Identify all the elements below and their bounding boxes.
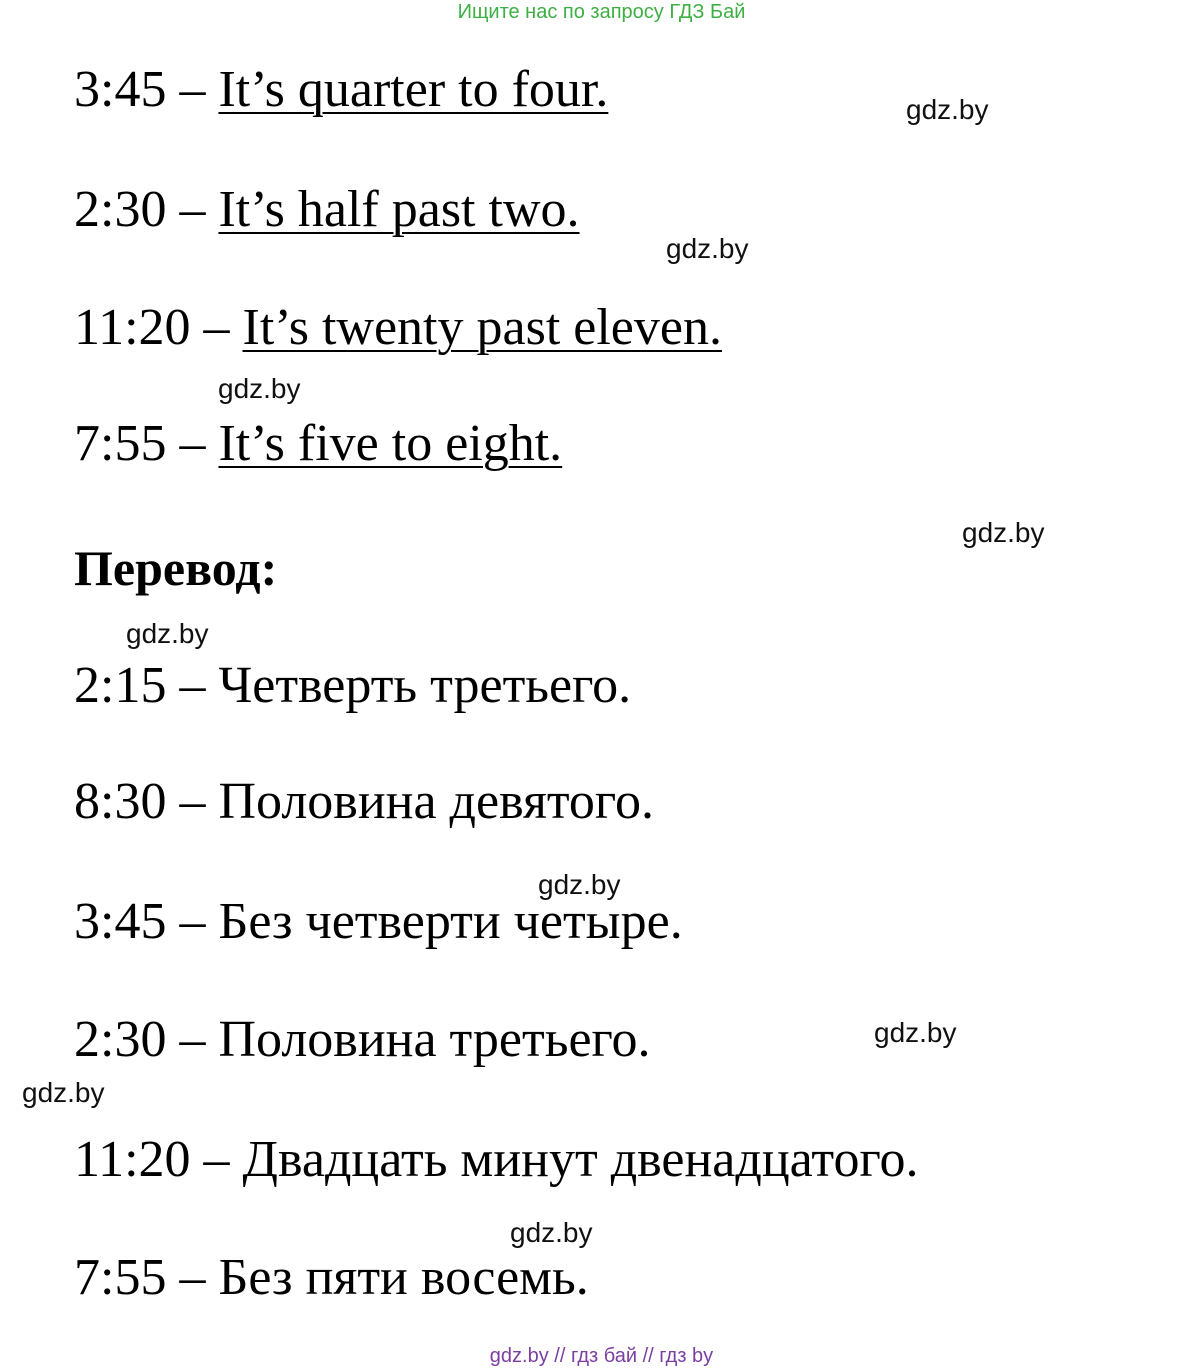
translation-time: 8:30 — [74, 773, 167, 830]
watermark: gdz.by — [126, 618, 209, 649]
answer-text: It’s five to eight. — [218, 415, 563, 472]
watermark: gdz.by — [218, 373, 301, 404]
answer-time: 3:45 — [74, 61, 167, 118]
translation-text: Половина девятого. — [218, 773, 654, 830]
translation-time: 3:45 — [74, 893, 167, 950]
watermark: gdz.by — [962, 517, 1045, 548]
answer-dash: – — [166, 181, 219, 238]
watermark: gdz.by — [510, 1217, 593, 1248]
answer-text: It’s twenty past eleven. — [242, 299, 722, 356]
translation-dash: – — [166, 893, 219, 950]
translation-text: Без пяти восемь. — [218, 1249, 589, 1306]
translation-text: Четверть третьего. — [218, 657, 632, 714]
answer-time: 7:55 — [74, 415, 167, 472]
answer-text: It’s quarter to four. — [218, 61, 609, 118]
answer-text: It’s half past two. — [218, 181, 580, 238]
translation-dash: – — [190, 1131, 243, 1188]
answer-line-1 — [74, 60, 608, 120]
translation-time: 7:55 — [74, 1249, 167, 1306]
translation-dash: – — [166, 1249, 219, 1306]
answer-time: 11:20 — [74, 299, 191, 356]
translation-dash: – — [166, 657, 219, 714]
translation-heading: Перевод: — [74, 540, 278, 596]
watermark: gdz.by — [874, 1017, 957, 1048]
search-hint-banner: Ищите нас по запросу ГДЗ Бай — [457, 1, 746, 23]
translation-dash: – — [166, 773, 219, 830]
answer-time: 2:30 — [74, 181, 167, 238]
translation-text: Двадцать минут двенадцатого. — [242, 1131, 919, 1188]
translation-dash: – — [166, 1011, 219, 1068]
watermark: gdz.by — [906, 94, 989, 125]
translation-line-6 — [74, 1248, 589, 1308]
translation-time: 2:30 — [74, 1011, 167, 1068]
translation-time: 2:15 — [74, 657, 167, 714]
watermark: gdz.by — [538, 869, 621, 900]
translation-time: 11:20 — [74, 1131, 191, 1188]
translation-line-2 — [74, 772, 654, 832]
watermark: gdz.by — [22, 1077, 105, 1108]
answer-line-3 — [74, 298, 722, 358]
translation-line-3 — [74, 892, 683, 952]
answer-line-2 — [74, 180, 580, 240]
translation-line-4 — [74, 1010, 651, 1070]
watermark: gdz.by — [666, 233, 749, 264]
answer-dash: – — [166, 415, 219, 472]
footer-links: gdz.by // гдз бай // гдз by — [489, 1345, 714, 1367]
answer-dash: – — [166, 61, 219, 118]
translation-line-1 — [74, 656, 631, 716]
translation-line-5 — [74, 1130, 918, 1190]
answer-line-4 — [74, 414, 562, 474]
translation-text: Половина третьего. — [218, 1011, 651, 1068]
translation-text: Без четверти четыре. — [218, 893, 683, 950]
answer-dash: – — [190, 299, 243, 356]
